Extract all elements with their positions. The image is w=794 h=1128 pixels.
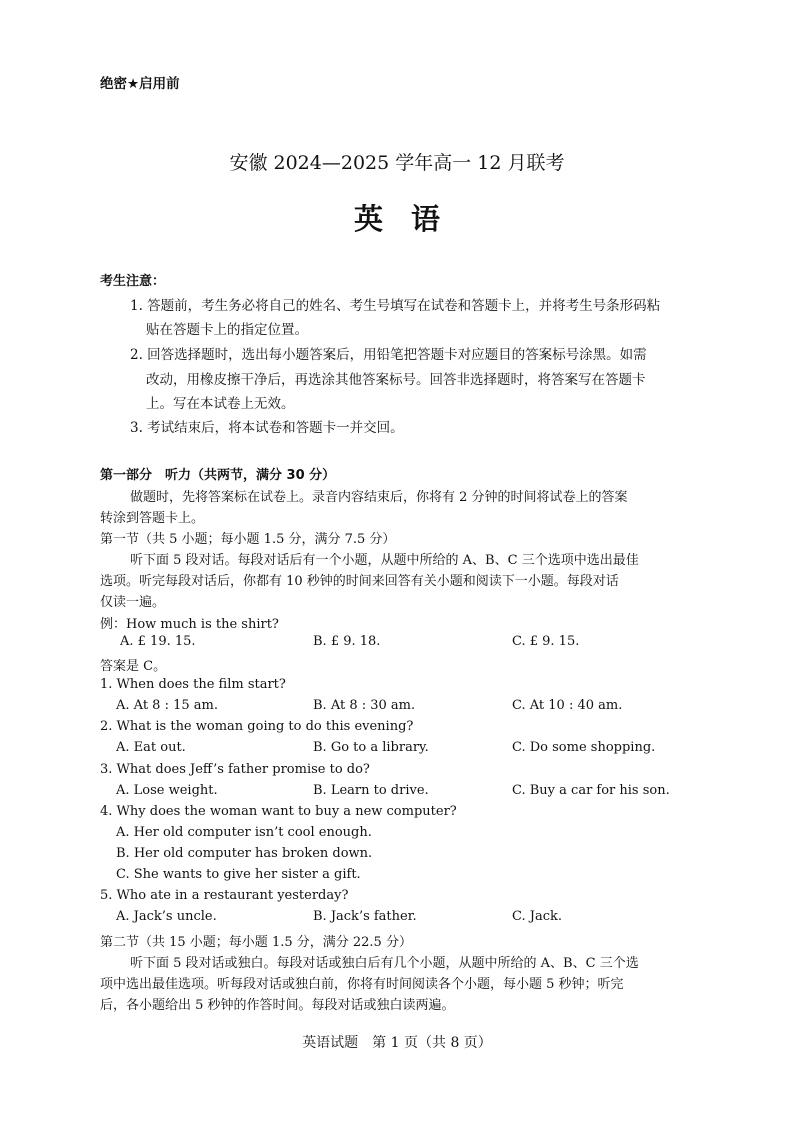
question-1: 1. When does the film start?	[100, 677, 286, 692]
question-4-option-a: A. Her old computer isn’t cool enough.	[116, 825, 372, 840]
section1-instruction-line-3: 仅读一遍。	[100, 595, 166, 610]
question-3: 3. What does Jeff’s father promise to do?	[100, 762, 370, 777]
notice-heading: 考生注意：	[100, 274, 166, 289]
notice-item-3: 3. 考试结束后，将本试卷和答题卡一并交回。	[130, 420, 404, 436]
question-2-option-c: C. Do some shopping.	[512, 740, 656, 755]
question-5-option-c: C. Jack.	[512, 909, 563, 924]
question-3-option-a: A. Lose weight.	[116, 783, 218, 798]
question-4: 4. Why does the woman want to buy a new computer?	[100, 804, 457, 819]
question-1-option-b: B. At 8 : 30 am.	[313, 698, 416, 713]
question-1-option-a: A. At 8 : 15 am.	[116, 698, 218, 713]
question-3-option-c: C. Buy a car for his son.	[512, 783, 670, 798]
section1-heading: 第一节（共 5 小题；每小题 1.5 分，满分 7.5 分）	[100, 532, 396, 547]
part1-intro-line-2: 转涂到答题卡上。	[100, 511, 205, 526]
section2-instruction-line-3: 后，各小题给出 5 秒钟的作答时间。每段对话或独白读两遍。	[100, 998, 455, 1013]
example-option-a: A. £ 19. 15.	[120, 634, 196, 649]
notice-item-2-line-1: 2. 回答选择题时，选出每小题答案后，用铅笔把答题卡对应题目的答案标号涂黑。如需	[130, 347, 647, 363]
question-2-option-a: A. Eat out.	[116, 740, 186, 755]
notice-item-2-line-2: 改动，用橡皮擦干净后，再选涂其他答案标号。回答非选择题时，将答案写在答题卡	[146, 372, 646, 388]
example-question: 例：How much is the shirt?	[100, 617, 279, 632]
question-4-option-c: C. She wants to give her sister a gift.	[116, 867, 361, 882]
section2-heading: 第二节（共 15 小题；每小题 1.5 分，满分 22.5 分）	[100, 935, 412, 950]
notice-item-1-line-2: 贴在答题卡上的指定位置。	[146, 322, 308, 338]
page-footer: 英语试题 第 1 页（共 8 页）	[302, 1035, 492, 1051]
example-option-b: B. £ 9. 18.	[313, 634, 381, 649]
exam-title: 安徽 2024—2025 学年高一 12 月联考	[229, 152, 565, 174]
part1-intro-line-1: 做题时，先将答案标在试卷上。录音内容结束后，你将有 2 分钟的时间将试卷上的答案	[130, 490, 628, 505]
question-4-option-b: B. Her old computer has broken down.	[116, 846, 373, 861]
notice-item-2-line-3: 上。写在本试卷上无效。	[146, 396, 295, 412]
example-answer: 答案是 C。	[100, 659, 167, 674]
section1-instruction-line-1: 听下面 5 段对话。每段对话后有一个小题，从题中所给的 A、B、C 三个选项中选出最佳	[130, 553, 639, 568]
question-2: 2. What is the woman going to do this evening?	[100, 719, 414, 734]
section2-instruction-line-1: 听下面 5 段对话或独白。每段对话或独白后有几个小题，从题中所给的 A、B、C 三个选	[130, 956, 639, 971]
question-3-option-b: B. Learn to drive.	[313, 783, 429, 798]
question-5-option-a: A. Jack’s uncle.	[116, 909, 217, 924]
question-5: 5. Who ate in a restaurant yesterday?	[100, 888, 349, 903]
notice-item-1-line-1: 1. 答题前，考生务必将自己的姓名、考生号填写在试卷和答题卡上，并将考生号条形码粘	[130, 298, 661, 314]
example-option-c: C. £ 9. 15.	[512, 634, 580, 649]
confidential-mark: 绝密★启用前	[100, 76, 180, 92]
question-1-option-c: C. At 10 : 40 am.	[512, 698, 623, 713]
question-2-option-b: B. Go to a library.	[313, 740, 429, 755]
question-5-option-b: B. Jack’s father.	[313, 909, 417, 924]
part1-heading: 第一部分 听力（共两节，满分 30 分）	[100, 468, 336, 483]
section2-instruction-line-2: 项中选出最佳选项。听每段对话或独白前，你将有时间阅读各个小题，每小题 5 秒钟；听完	[100, 977, 624, 992]
subject-title: 英语	[353, 202, 468, 236]
section1-instruction-line-2: 选项。听完每段对话后，你都有 10 秒钟的时间来回答有关小题和阅读下一小题。每段对话	[100, 574, 619, 589]
